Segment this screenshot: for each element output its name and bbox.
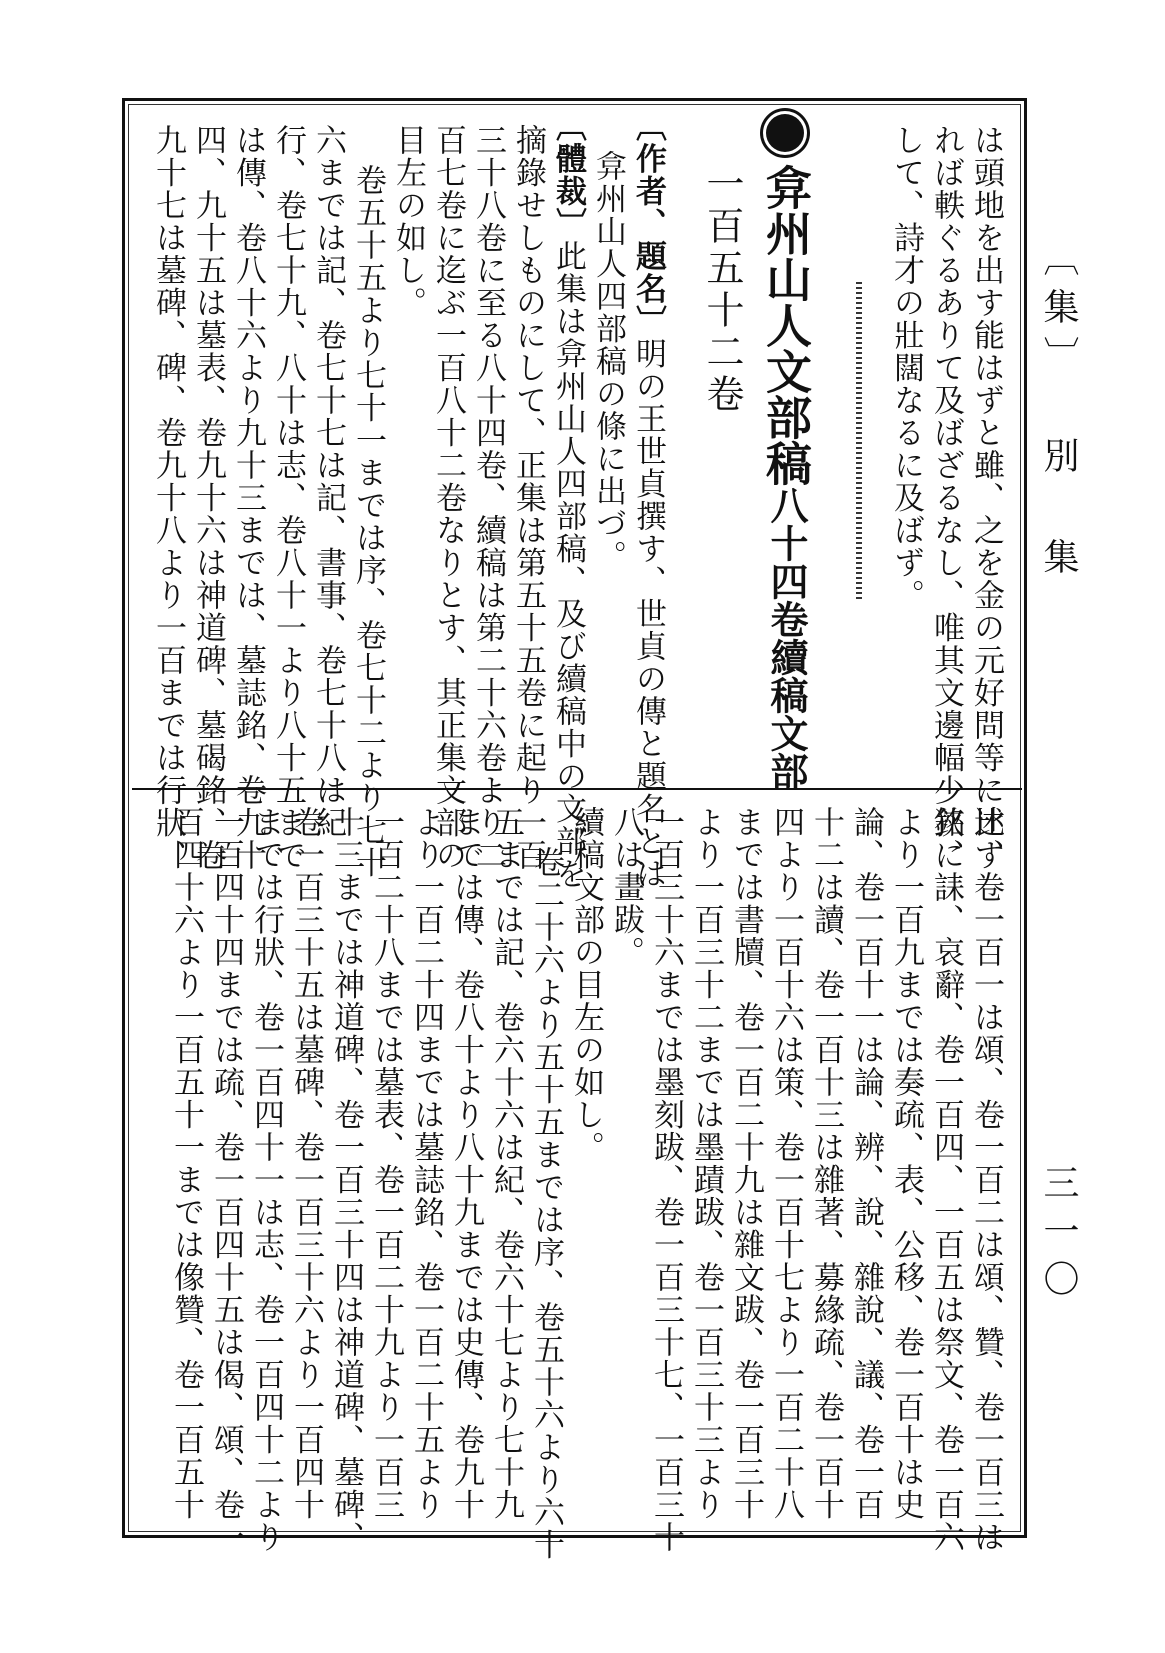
bottom-line-21: 百四十六より一百五十一までは像贊、卷一百五十 [168,806,204,1521]
style-line-10: 四、九十五は墓表、卷九十六は神道碑、墓碣銘、卷 [190,124,226,872]
bottom-line-12: 卷二十六より五十五までは序、卷五十六より六十 [528,846,564,1561]
style-line-5: 目左の如し。 [390,124,426,319]
page-number: 三一〇 [1038,1164,1079,1308]
entry-title-tail: 八十四卷續稿文部 [764,486,809,790]
style-line-6: 卷五十五より七十一までは序、卷七十二より七十 [350,164,386,879]
style-line-8: 行、卷七十九、八十は志、卷八十一より八十五まで [270,124,306,872]
style-line-3: 三十八卷に至る八十四卷、續稿は第二十六卷より二 [470,124,506,872]
bottom-line-9: 一百三十六までは墨刻跋、卷一百三十七、一百三十 [648,806,684,1554]
continuation-line-2: れば軼ぐるありて及ばざるなし、唯其文邊幅少狹に [928,124,964,872]
style-line-7: 六までは記、卷七十七は記、書事、卷七十八は紀 [310,124,346,839]
bottom-line-4: 論、卷一百十一は論、辨、說、雜說、議、卷一百 [848,806,884,1521]
bottom-line-8: より一百三十二までは墨蹟跋、卷一百三十三より [688,806,724,1521]
bottom-line-2: 銘、誄、哀辭、卷一百四、一百五は祭文、卷一百六 [928,806,964,1554]
bottom-line-15: より一百二十四までは墓誌銘、卷一百二十五より [408,806,444,1521]
style-line-9: は傳、卷八十六より九十三までは、墓誌銘、卷九十 [230,124,266,872]
entry-volume-count: 一百五十二卷 [700,164,744,416]
continuation-line-3: して、詩才の壯闊なるに及ばず。 [888,124,924,612]
bottom-line-6: 四より一百十六は策、卷一百十七より一百二十八 [768,806,804,1521]
bottom-line-19: までは行狀、卷一百四十一は志、卷一百四十二より [248,806,284,1554]
style-line-11: 九十七は墓碑、碑、卷九十八より一百までは行狀、 [150,124,186,872]
style-line-2: 摘錄せしものにして、正集は第五十五卷に起り一百 [510,124,546,872]
author-text-1: 明の王世貞撰す、世貞の傳と題名とは [630,337,666,890]
wavy-separator [856,282,862,602]
author-label: 〔作者、題名〕 [630,110,666,338]
bottom-line-3: より一百九までは奏疏、表、公移、卷一百十は史 [888,806,924,1521]
author-line-1 [628,110,668,890]
bottom-line-13: 五までは記、卷六十六は紀、卷六十七より七十九 [488,806,524,1521]
style-line-1 [548,110,588,890]
running-header-category: 〔集〕 別 集 [1038,240,1079,586]
entry-title [760,164,812,790]
style-text-1: 此集は弇州山人四部稿、及び續稿中の文部を [550,240,586,890]
style-line-4: 百七卷に迄ぶ一百八十二卷なりとす、其正集文部の [430,124,466,872]
bottom-line-7: までは書牘、卷一百二十九は雜文跋、卷一百三十 [728,806,764,1521]
bottom-line-20: 一百四十四までは疏、卷一百四十五は偈、頌、卷一 [208,806,244,1554]
bottom-line-10: 八は畫跋。 [608,806,644,969]
bottom-line-5: 十二は讀、卷一百十三は雜著、募緣疏、卷一百十 [808,806,844,1521]
author-line-2: 弇州山人四部稿の條に出づ。 [590,150,626,573]
style-label: 〔體裁〕 [550,110,586,240]
bottom-line-17: 十三までは神道碑、卷一百三十四は神道碑、墓碑、 [328,806,364,1554]
bottom-line-1: 述、卷一百一は頌、卷一百二は頌、贊、卷一百三は [968,806,1004,1554]
entry-title-main: 弇州山人文部稿 [759,164,813,486]
bottom-line-18: 卷一百三十五は墓碑、卷一百三十六より一百四十 [288,806,324,1521]
continuation-line-1: は頭地を出す能はずと雖、之を金の元好問等に比す [968,124,1004,872]
bottom-line-14: までは傳、卷八十より八十九までは史傳、卷九十 [448,806,484,1521]
bullet-mark-icon [766,114,804,152]
bottom-line-16: 一百二十八までは墓表、卷一百二十九より一百三 [368,806,404,1521]
bottom-line-11: 續稿文部の目左の如し。 [568,806,604,1164]
